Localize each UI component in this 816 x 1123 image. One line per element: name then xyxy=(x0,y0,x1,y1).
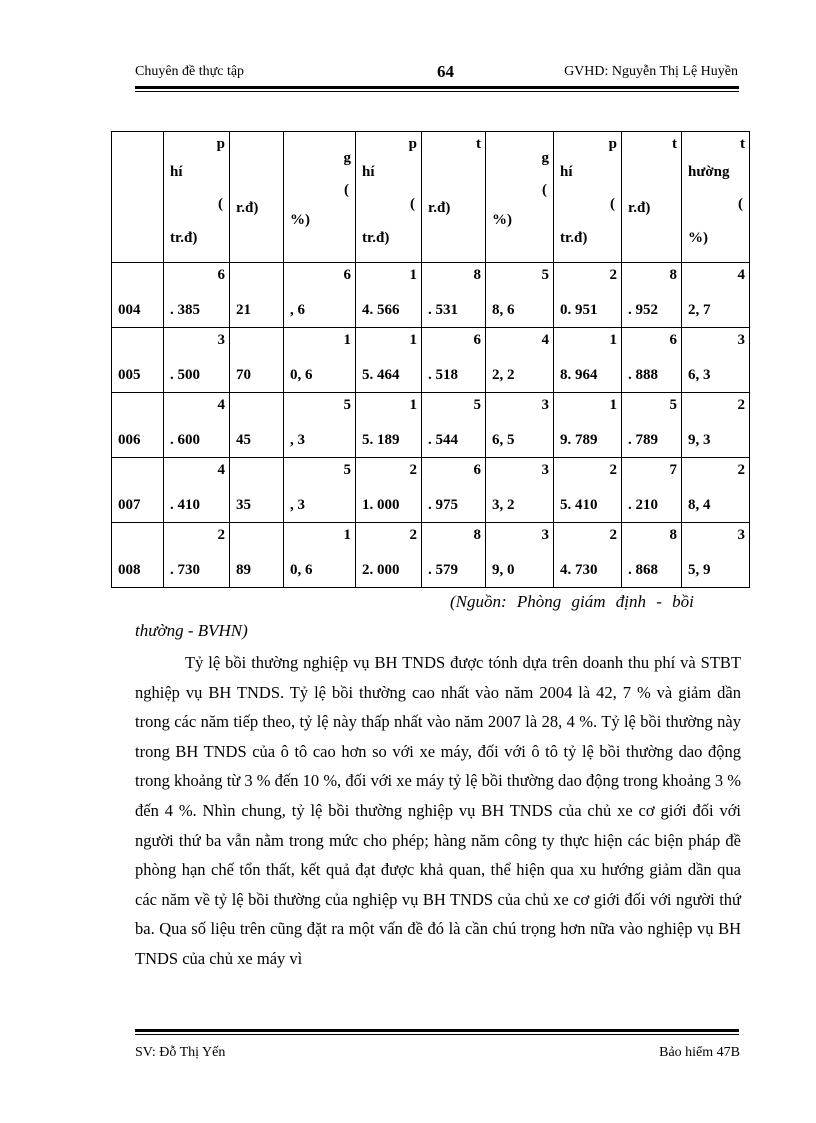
table-cell xyxy=(112,393,164,458)
table-cell xyxy=(554,523,622,588)
table-cell xyxy=(554,393,622,458)
table-cell xyxy=(682,263,750,328)
header-cell-line: ( xyxy=(738,196,743,212)
cell-top-digit: 1 xyxy=(343,527,351,543)
table-cell xyxy=(164,393,230,458)
header-cell-line: tr.đ) xyxy=(362,230,390,246)
header-cell-line: %) xyxy=(688,230,708,246)
cell-top-digit: 8 xyxy=(473,267,481,283)
cell-top-digit: 5 xyxy=(669,397,677,413)
cell-value: 5, 9 xyxy=(688,562,711,578)
table-cell xyxy=(554,458,622,523)
table-cell xyxy=(682,328,750,393)
table-cell xyxy=(622,328,682,393)
cell-top-digit: 5 xyxy=(343,397,351,413)
source-note-line1: (Nguồn: Phòng giám định - bồi xyxy=(450,592,694,611)
page-header xyxy=(135,64,738,86)
header-cell-fragment: g xyxy=(343,150,351,166)
cell-value: 4. 730 xyxy=(560,562,598,578)
table-header-cell xyxy=(622,132,682,263)
cell-top-digit: 3 xyxy=(217,332,225,348)
cell-value: . 518 xyxy=(428,367,458,383)
cell-value: . 730 xyxy=(170,562,200,578)
table-header-cell xyxy=(682,132,750,263)
table-header-cell xyxy=(554,132,622,263)
cell-value: 70 xyxy=(236,367,251,383)
table-cell xyxy=(230,458,284,523)
table-cell xyxy=(486,393,554,458)
header-cell-line: hí xyxy=(560,164,573,180)
cell-value: . 385 xyxy=(170,302,200,318)
header-cell-line: %) xyxy=(492,212,512,228)
cell-value: 35 xyxy=(236,497,251,513)
table-header-cell xyxy=(230,132,284,263)
table-row xyxy=(112,328,750,393)
table-header-cell xyxy=(164,132,230,263)
cell-top-digit: 6 xyxy=(669,332,677,348)
table-header-cell xyxy=(356,132,422,263)
table-cell xyxy=(164,328,230,393)
cell-value: 45 xyxy=(236,432,251,448)
table-cell xyxy=(622,263,682,328)
table-cell xyxy=(356,523,422,588)
cell-top-digit: 1 xyxy=(409,397,417,413)
header-cell-line: hí xyxy=(170,164,183,180)
table-cell xyxy=(682,523,750,588)
page-number: 64 xyxy=(437,62,454,81)
cell-value: . 888 xyxy=(628,367,658,383)
cell-value: 005 xyxy=(118,367,141,383)
table-cell xyxy=(422,523,486,588)
cell-value: 008 xyxy=(118,562,141,578)
header-rule-thick xyxy=(135,86,739,89)
cell-value: 9. 789 xyxy=(560,432,598,448)
table-header-cell xyxy=(422,132,486,263)
table-cell xyxy=(486,523,554,588)
footer-left-text: SV: Đỗ Thị Yến xyxy=(135,1045,226,1060)
header-cell-fragment: p xyxy=(408,136,417,152)
table-cell xyxy=(112,458,164,523)
cell-value: . 868 xyxy=(628,562,658,578)
header-cell-line: r.đ) xyxy=(428,200,451,216)
table-cell xyxy=(422,393,486,458)
header-cell-line: ( xyxy=(410,196,415,212)
cell-value: . 210 xyxy=(628,497,658,513)
table-cell xyxy=(284,523,356,588)
cell-top-digit: 8 xyxy=(669,527,677,543)
cell-value: . 789 xyxy=(628,432,658,448)
table-cell xyxy=(230,263,284,328)
cell-top-digit: 2 xyxy=(409,462,417,478)
cell-value: . 975 xyxy=(428,497,458,513)
table-header-cell xyxy=(284,132,356,263)
table-row xyxy=(112,523,750,588)
cell-top-digit: 1 xyxy=(409,267,417,283)
header-cell-line: r.đ) xyxy=(628,200,651,216)
cell-top-digit: 5 xyxy=(473,397,481,413)
data-table xyxy=(111,131,750,588)
cell-top-digit: 3 xyxy=(541,462,549,478)
cell-value: 5. 410 xyxy=(560,497,598,513)
table-cell xyxy=(112,328,164,393)
cell-top-digit: 2 xyxy=(737,462,745,478)
cell-value: . 531 xyxy=(428,302,458,318)
cell-value: 0. 951 xyxy=(560,302,598,318)
cell-top-digit: 1 xyxy=(609,332,617,348)
cell-value: . 579 xyxy=(428,562,458,578)
cell-top-digit: 4 xyxy=(541,332,549,348)
header-cell-fragment: p xyxy=(216,136,225,152)
table-cell xyxy=(422,328,486,393)
table-cell xyxy=(284,393,356,458)
cell-value: 8. 964 xyxy=(560,367,598,383)
cell-top-digit: 3 xyxy=(541,527,549,543)
cell-value: , 6 xyxy=(290,302,305,318)
cell-top-digit: 3 xyxy=(541,397,549,413)
cell-value: 21 xyxy=(236,302,251,318)
cell-top-digit: 4 xyxy=(217,462,225,478)
cell-value: 89 xyxy=(236,562,251,578)
table-cell xyxy=(486,263,554,328)
header-right-text: GVHD: Nguyễn Thị Lệ Huyền xyxy=(564,64,738,79)
footer-rule-thin xyxy=(135,1034,739,1035)
header-cell-line: r.đ) xyxy=(236,200,259,216)
cell-top-digit: 2 xyxy=(409,527,417,543)
source-note-line2: thường - BVHN) xyxy=(135,621,248,640)
table-cell xyxy=(356,458,422,523)
cell-top-digit: 8 xyxy=(669,267,677,283)
cell-top-digit: 1 xyxy=(609,397,617,413)
table-cell xyxy=(622,393,682,458)
table-cell xyxy=(682,458,750,523)
cell-top-digit: 4 xyxy=(737,267,745,283)
cell-value: 6, 5 xyxy=(492,432,515,448)
cell-value: , 3 xyxy=(290,497,305,513)
cell-top-digit: 8 xyxy=(473,527,481,543)
header-cell-fragment: p xyxy=(608,136,617,152)
table-cell xyxy=(164,523,230,588)
table-cell xyxy=(422,458,486,523)
table-cell xyxy=(622,458,682,523)
header-cell-fragment: t xyxy=(672,136,677,152)
header-cell-fragment: t xyxy=(476,136,481,152)
table-row xyxy=(112,263,750,328)
cell-value: 2. 000 xyxy=(362,562,400,578)
cell-value: 8, 4 xyxy=(688,497,711,513)
cell-top-digit: 3 xyxy=(737,332,745,348)
cell-value: 5. 464 xyxy=(362,367,400,383)
table-header-cell xyxy=(112,132,164,263)
footer-rule-thick xyxy=(135,1029,739,1032)
table-cell xyxy=(230,393,284,458)
cell-top-digit: 2 xyxy=(609,267,617,283)
cell-value: 6, 3 xyxy=(688,367,711,383)
cell-value: 9, 3 xyxy=(688,432,711,448)
table-row xyxy=(112,458,750,523)
cell-top-digit: 6 xyxy=(473,462,481,478)
table-cell xyxy=(356,328,422,393)
cell-value: 006 xyxy=(118,432,141,448)
header-cell-fragment: t xyxy=(740,136,745,152)
table-cell xyxy=(284,328,356,393)
cell-top-digit: 7 xyxy=(669,462,677,478)
body-paragraph: Tỷ lệ bồi thường nghiệp vụ BH TNDS được tónh dựa trên doanh thu phí và STBT nghiệp vụ BH TNDS. Tỷ lệ bồi thường cao nhất vào năm 2004 là 42, 7 % và giảm dần trong các năm tiếp theo, tỷ lệ này thấp nhất vào năm 2007 là 28, 4 %. Tỷ lệ bồi thường này trong BH TNDS của ô tô cao hơn so với xe máy, đối với ô tô tỷ lệ bồi thường dao động trong khoảng từ 3 % đến 10 %, đối với xe máy tỷ lệ bồi thường dao động trong khoảng 3 % đến 4 %. Nhìn chung, tỷ lệ bồi thường nghiệp vụ BH TNDS của chủ xe cơ giới đối với người thứ ba vẫn nằm trong mức cho phép; hàng năm công ty thực hiện các biện pháp đề phòng hạn chế tổn thất, kết quả đạt được khả quan, thể hiện qua xu hướng giảm dần qua các năm về tỷ lệ bồi thường của nghiệp vụ BH TNDS của chủ xe cơ giới đối với người thứ ba. Qua số liệu trên cũng đặt ra một vấn đề đó là cần chú trọng hơn nữa vào nghiệp vụ BH TNDS của chủ xe máy vì xyxy=(135,653,741,968)
table-row xyxy=(112,393,750,458)
table-cell xyxy=(422,263,486,328)
header-cell-line: tr.đ) xyxy=(560,230,588,246)
table-cell xyxy=(682,393,750,458)
cell-top-digit: 2 xyxy=(217,527,225,543)
table-cell xyxy=(164,263,230,328)
cell-top-digit: 1 xyxy=(409,332,417,348)
header-cell-line: ( xyxy=(344,182,349,198)
cell-top-digit: 6 xyxy=(473,332,481,348)
cell-value: 9, 0 xyxy=(492,562,515,578)
table-header-cell xyxy=(486,132,554,263)
table-cell xyxy=(622,523,682,588)
table-cell xyxy=(284,458,356,523)
cell-value: 3, 2 xyxy=(492,497,515,513)
cell-top-digit: 2 xyxy=(609,527,617,543)
cell-top-digit: 1 xyxy=(343,332,351,348)
header-cell-line: %) xyxy=(290,212,310,228)
table-cell xyxy=(164,458,230,523)
cell-value: . 952 xyxy=(628,302,658,318)
header-cell-fragment: g xyxy=(541,150,549,166)
footer-right-text: Bảo hiểm 47B xyxy=(659,1045,740,1060)
header-cell-line: hường xyxy=(688,164,730,180)
cell-value: 0, 6 xyxy=(290,367,313,383)
cell-top-digit: 2 xyxy=(609,462,617,478)
table-cell xyxy=(486,458,554,523)
table-cell xyxy=(554,263,622,328)
cell-top-digit: 6 xyxy=(343,267,351,283)
cell-value: 5. 189 xyxy=(362,432,400,448)
table-cell xyxy=(112,263,164,328)
cell-top-digit: 2 xyxy=(737,397,745,413)
cell-value: . 410 xyxy=(170,497,200,513)
table-cell xyxy=(230,523,284,588)
table-cell xyxy=(486,328,554,393)
table-cell xyxy=(112,523,164,588)
table-cell xyxy=(356,263,422,328)
cell-top-digit: 4 xyxy=(217,397,225,413)
header-cell-line: tr.đ) xyxy=(170,230,198,246)
header-cell-line: ( xyxy=(542,182,547,198)
cell-value: 004 xyxy=(118,302,141,318)
header-cell-line: ( xyxy=(610,196,615,212)
cell-value: 0, 6 xyxy=(290,562,313,578)
cell-top-digit: 5 xyxy=(343,462,351,478)
header-rule-thin xyxy=(135,91,739,92)
cell-value: , 3 xyxy=(290,432,305,448)
table-cell xyxy=(230,328,284,393)
cell-value: 2, 2 xyxy=(492,367,515,383)
cell-value: 4. 566 xyxy=(362,302,400,318)
cell-top-digit: 5 xyxy=(541,267,549,283)
cell-top-digit: 3 xyxy=(737,527,745,543)
cell-value: . 544 xyxy=(428,432,458,448)
cell-value: . 600 xyxy=(170,432,200,448)
cell-value: 8, 6 xyxy=(492,302,515,318)
header-cell-line: ( xyxy=(218,196,223,212)
table-header-row xyxy=(112,132,750,263)
cell-top-digit: 6 xyxy=(217,267,225,283)
table-cell xyxy=(284,263,356,328)
table-cell xyxy=(356,393,422,458)
cell-value: . 500 xyxy=(170,367,200,383)
table-cell xyxy=(554,328,622,393)
cell-value: 007 xyxy=(118,497,141,513)
cell-value: 2, 7 xyxy=(688,302,711,318)
cell-value: 1. 000 xyxy=(362,497,400,513)
header-left-text: Chuyên đề thực tập xyxy=(135,64,245,79)
header-cell-line: hí xyxy=(362,164,375,180)
